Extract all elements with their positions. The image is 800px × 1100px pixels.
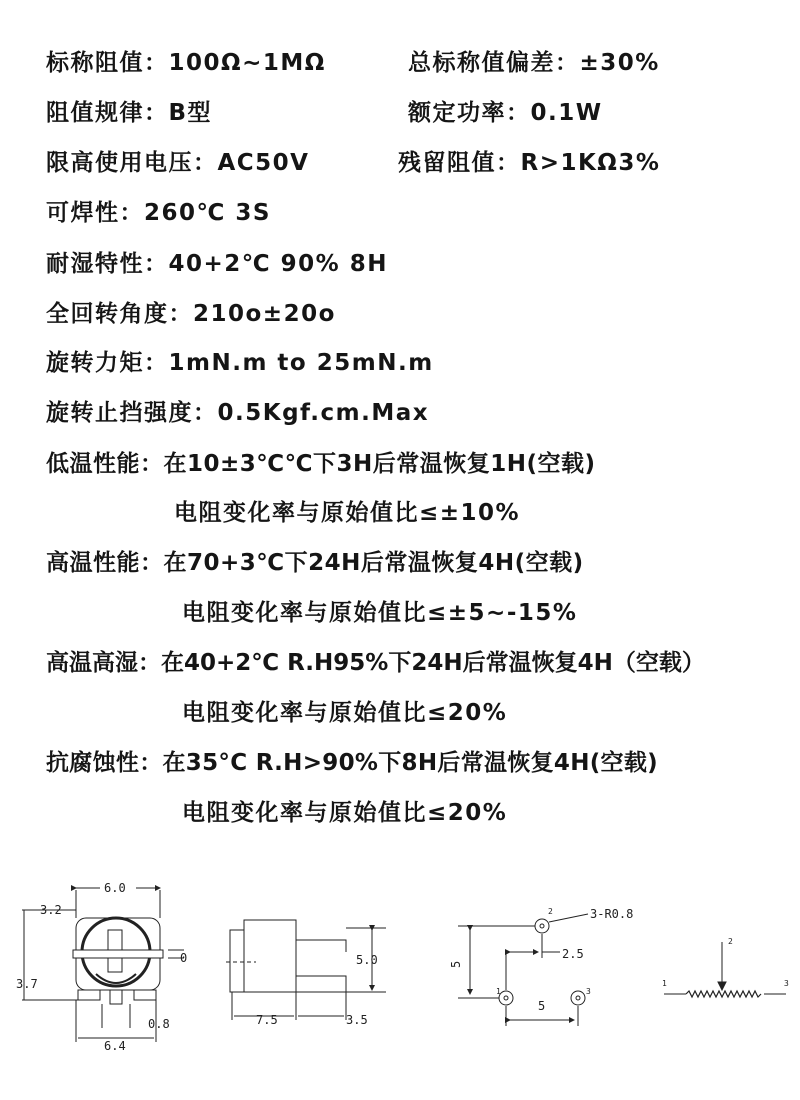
spec-low-temp-change: 电阻变化率与原始值比≤±10%: [174, 500, 521, 526]
schematic-pin2-label: 2: [728, 937, 733, 946]
side-height-label: 5.0: [356, 953, 378, 967]
front-height-label: 3.7: [16, 977, 38, 991]
schematic-pin3-label: 3: [784, 979, 789, 988]
side-view-drawing: [226, 920, 386, 1020]
spec-residual-resistance: 残留阻值：R>1KΩ3%: [398, 150, 661, 176]
pad-gap-label: 2.5: [562, 947, 584, 961]
pad-height-label: 5: [449, 960, 463, 968]
spec-rated-power: 额定功率：0.1W: [408, 100, 603, 126]
spec-corrosion-change: 电阻变化率与原始值比≤20%: [182, 800, 508, 826]
front-base-label: 6.4: [104, 1039, 126, 1053]
spec-high-humidity: 高温高湿：在40+2℃ R.H95%下24H后常温恢复4H（空载）: [46, 650, 705, 676]
spec-low-temp: 低温性能：在10±3℃℃下3H后常温恢复1H(空载): [46, 451, 596, 477]
spec-high-humidity-change: 电阻变化率与原始值比≤20%: [182, 700, 508, 726]
front-width-label: 6.0: [104, 881, 126, 895]
spec-taper: 阻值规律：B型: [46, 100, 213, 126]
spec-humidity: 耐湿特性：40+2℃ 90% 8H: [46, 251, 388, 277]
schematic-symbol: [664, 942, 786, 997]
pad-pin1-label: 1: [496, 987, 501, 996]
technical-drawings: [0, 870, 800, 1070]
spec-stop-strength: 旋转止挡强度：0.5Kgf.cm.Max: [46, 400, 430, 426]
pcb-pad-layout: [458, 914, 588, 1026]
schematic-pin1-label: 1: [662, 979, 667, 988]
pad-width-label: 5: [538, 999, 546, 1013]
spec-solderability: 可焊性：260℃ 3S: [46, 200, 271, 226]
pad-pin3-label: 3: [586, 987, 591, 996]
side-length-label: 7.5: [256, 1013, 278, 1027]
spec-high-temp-change: 电阻变化率与原始值比≤±5~-15%: [182, 600, 578, 626]
spec-high-temp: 高温性能：在70+3℃下24H后常温恢复4H(空载): [46, 550, 584, 576]
front-offset-label: 3.2: [40, 903, 62, 917]
pad-hole-label: 3-R0.8: [590, 907, 634, 921]
spec-max-voltage: 限高使用电压：AC50V: [46, 150, 310, 176]
side-lead-label: 3.5: [346, 1013, 368, 1027]
spec-nominal-resistance: 标称阻值：100Ω~1MΩ: [46, 50, 326, 76]
spec-tolerance: 总标称值偏差：±30%: [408, 50, 660, 76]
spec-rotation-angle: 全回转角度：210o±20o: [46, 301, 336, 327]
spec-corrosion: 抗腐蚀性：在35°C R.H>90%下8H后常温恢复4H(空载): [46, 750, 658, 776]
front-pin-label: 0.8: [148, 1017, 170, 1031]
spec-torque: 旋转力矩：1mN.m to 25mN.m: [46, 350, 434, 376]
pad-pin2-label: 2: [548, 907, 553, 916]
front-center-label: 0: [180, 951, 188, 965]
